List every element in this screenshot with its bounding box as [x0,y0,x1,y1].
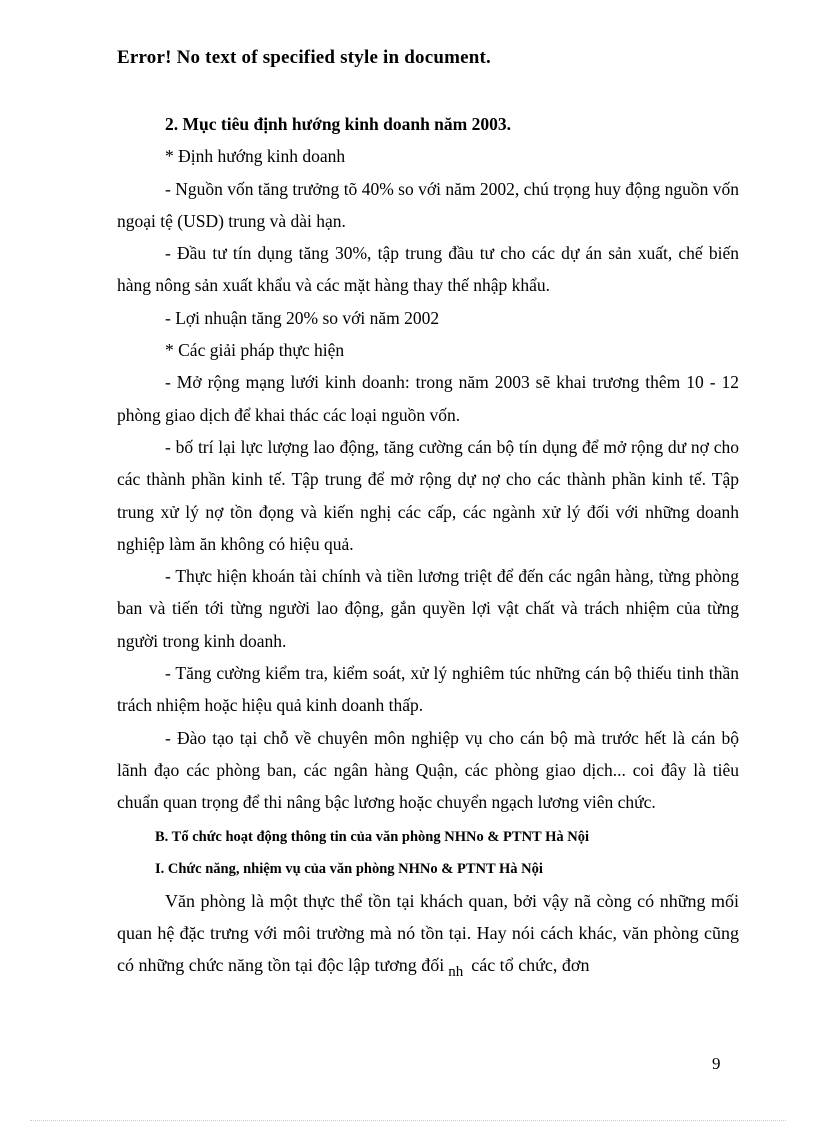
final-paragraph-sub: nh [448,964,464,981]
bullet-orientation: * Định hướng kinh doanh [165,146,346,167]
paragraph: - Tăng cường kiểm tra, kiểm soát, xử lý nghiêm túc những cán bộ thiếu tinh thần trách nhiệm hoặc hiệu quả kinh doanh thấp. [117,663,739,716]
paragraph: - Đầu tư tín dụng tăng 30%, tập trung đầu tư cho các dự án sản xuất, chế biến hàng nông sản xuất khẩu và các mặt hàng thay thế nhập khẩu. [117,243,739,296]
final-paragraph-tail: các tổ chức, đơn [471,955,590,976]
paragraph: - bố trí lại lực lượng lao động, tăng cường cán bộ tín dụng để mở rộng dư nợ cho các thành phần kinh tế. Tập trung để mở rộng dự nợ cho các thành phần kinh tế. Tập trung xử lý nợ tồn đọng và kiến nghị các cấp, các ngành xử lý đối với những doanh nghiệp làm ăn không có hiệu quả. [117,436,739,554]
paragraph: - Nguồn vốn tăng trưởng tõ 40% so với năm 2002, chú trọng huy động nguồn vốn ngoại tệ (USD) trung và dài hạn. [117,178,739,231]
paragraph: - Lợi nhuận tăng 20% so với năm 2002 [165,307,440,328]
part-b-subheading: I. Chức năng, nhiệm vụ của văn phòng NHNo & PTNT Hà Nội [155,860,543,877]
page-bottom-divider [30,1120,786,1121]
document-body [117,108,739,988]
bullet-solutions: * Các giải pháp thực hiện [165,340,345,361]
paragraph: - Thực hiện khoán tài chính và tiền lương triệt để đến các ngân hàng, từng phòng ban và tiến tới từng người lao động, gắn quyền lợi vật chất và trách nhiệm của từng người trong kinh doanh. [117,566,739,651]
final-paragraph [117,885,739,989]
page-number: 9 [712,1054,721,1073]
paragraph: - Mở rộng mạng lưới kinh doanh: trong năm 2003 sẽ khai trương thêm 10 - 12 phòng giao dịch để khai thác các loại nguồn vốn. [117,372,739,425]
paragraph: - Đào tạo tại chỗ về chuyên môn nghiệp vụ cho cán bộ mà trước hết là cán bộ lãnh đạo các phòng ban, các ngân hàng Quận, các phòng giao dịch... coi đây là tiêu chuẩn quan trọng để thi nâng bậc lương hoặc chuyển ngạch lương viên chức. [117,727,739,813]
section-heading: 2. Mục tiêu định hướng kinh doanh năm 2003. [165,114,511,134]
final-paragraph-main: Văn phòng là một thực thể tồn tại khách quan, bởi vậy nã còng có những mối quan hệ đặc trưng với môi trường mà nó tồn tại. Hay nói cách khác, văn phòng cũng có những chức năng tồn tại độc lập tương đối [117,890,739,976]
part-b-heading: B. Tổ chức hoạt động thông tin của văn phòng NHNo & PTNT Hà Nội [155,828,589,845]
error-header: Error! No text of specified style in document. [117,47,492,68]
